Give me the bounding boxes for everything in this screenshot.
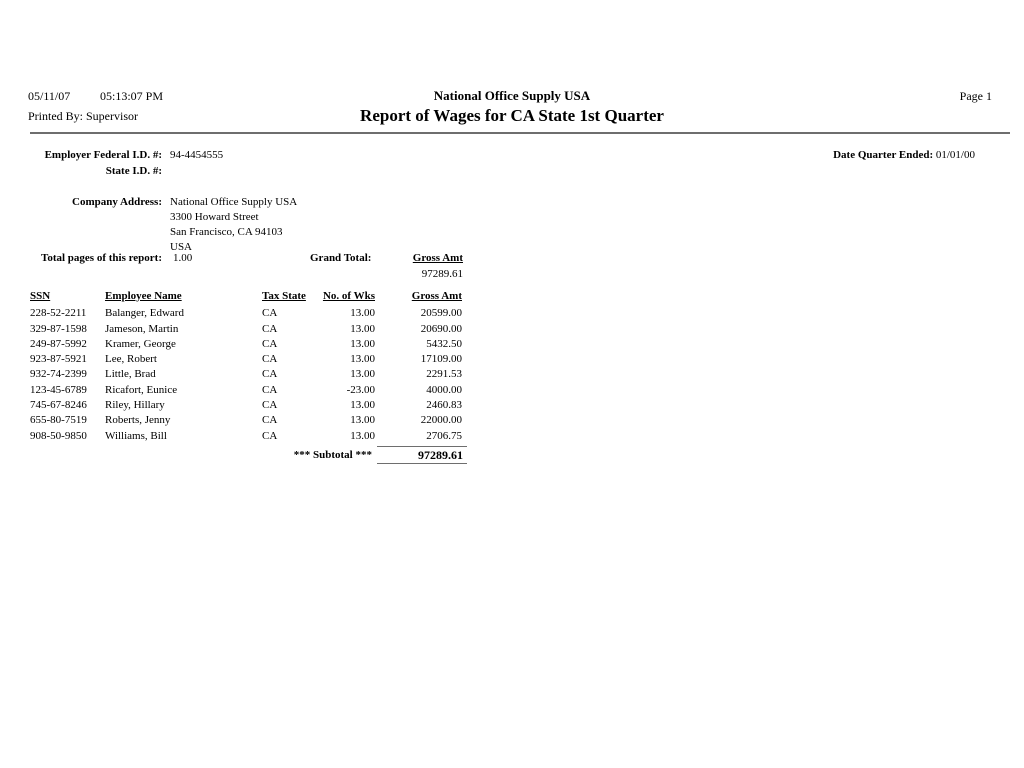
table-cell-employee-name: Ricafort, Eunice <box>105 383 178 396</box>
table-cell-tax-state: CA <box>262 383 278 396</box>
federal-id-value: 94-4454555 <box>170 149 224 161</box>
company-name: National Office Supply USA <box>433 88 591 103</box>
table-cell-gross-amt: 2706.75 <box>426 429 462 442</box>
table-cell-gross-amt: 20599.00 <box>420 307 462 320</box>
table-row <box>30 398 462 413</box>
table-cell-employee-name: Kramer, George <box>105 337 176 350</box>
subtotal-label: *** Subtotal *** <box>293 449 372 461</box>
grand-total-value: 97289.61 <box>421 268 463 280</box>
table-cell-no-of-wks: 13.00 <box>350 307 375 320</box>
table-cell-gross-amt: 22000.00 <box>420 414 462 427</box>
table-cell-no-of-wks: -23.00 <box>346 383 375 396</box>
table-cell-employee-name: Roberts, Jenny <box>105 414 171 427</box>
table-cell-no-of-wks: 13.00 <box>350 414 375 427</box>
table-row <box>30 429 462 444</box>
table-cell-tax-state: CA <box>262 353 278 366</box>
table-cell-ssn: 228-52-2211 <box>30 307 87 320</box>
table-cell-employee-name: Jameson, Martin <box>105 322 179 335</box>
total-pages-value: 1.00 <box>173 252 193 264</box>
table-header-row <box>30 289 462 304</box>
state-id-label: State I.D. #: <box>105 165 162 177</box>
table-cell-ssn: 745-67-8246 <box>30 399 87 412</box>
table-cell-employee-name: Balanger, Edward <box>105 307 184 320</box>
address-line: San Francisco, CA 94103 <box>170 226 283 238</box>
table-cell-employee-name: Williams, Bill <box>105 429 167 442</box>
subtotal-value: 97289.61 <box>418 448 463 462</box>
date-quarter-ended <box>700 149 975 161</box>
date-quarter-ended-label: Date Quarter Ended: <box>833 149 934 161</box>
print-date: 05/11/07 <box>28 89 71 103</box>
header-divider <box>30 132 1010 134</box>
column-header-gross-amt: Gross Amt <box>411 290 462 302</box>
column-header-employee-name: Employee Name <box>105 290 182 302</box>
table-row <box>30 413 462 428</box>
federal-id-label: Employer Federal I.D. #: <box>44 149 162 161</box>
address-line: 3300 Howard Street <box>170 211 259 223</box>
table-cell-tax-state: CA <box>262 322 278 335</box>
table-cell-gross-amt: 17109.00 <box>420 353 462 366</box>
table-row <box>30 322 462 337</box>
column-header-no-of-wks: No. of Wks <box>322 290 375 302</box>
company-address-label: Company Address: <box>72 196 162 208</box>
table-row <box>30 306 462 321</box>
table-cell-tax-state: CA <box>262 368 278 381</box>
grand-total-label: Grand Total: <box>310 252 372 264</box>
table-cell-gross-amt: 5432.50 <box>426 337 462 350</box>
table-cell-ssn: 932-74-2399 <box>30 368 87 381</box>
table-row <box>30 352 462 367</box>
table-cell-tax-state: CA <box>262 307 278 320</box>
table-cell-tax-state: CA <box>262 337 278 350</box>
table-cell-ssn: 123-45-6789 <box>30 383 87 396</box>
wage-table-body <box>30 306 462 444</box>
column-header-ssn: SSN <box>30 290 51 302</box>
table-cell-gross-amt: 20690.00 <box>420 322 462 335</box>
table-cell-ssn: 655-80-7519 <box>30 414 87 427</box>
column-header-tax-state: Tax State <box>262 290 306 302</box>
print-time: 05:13:07 PM <box>100 89 164 103</box>
table-row <box>30 367 462 382</box>
table-cell-ssn: 908-50-9850 <box>30 429 87 442</box>
table-cell-no-of-wks: 13.00 <box>350 399 375 412</box>
table-cell-gross-amt: 4000.00 <box>426 383 462 396</box>
subtotal-rule-bottom <box>377 463 467 464</box>
table-cell-employee-name: Riley, Hillary <box>105 399 165 412</box>
table-cell-no-of-wks: 13.00 <box>350 368 375 381</box>
table-cell-no-of-wks: 13.00 <box>350 353 375 366</box>
address-line: USA <box>170 241 193 253</box>
printed-by: Printed By: Supervisor <box>28 109 138 123</box>
table-row <box>30 337 462 352</box>
table-cell-ssn: 923-87-5921 <box>30 353 87 366</box>
table-cell-gross-amt: 2460.83 <box>426 399 462 412</box>
table-cell-tax-state: CA <box>262 399 278 412</box>
grand-total-column-header: Gross Amt <box>412 252 463 264</box>
address-line: National Office Supply USA <box>170 196 298 208</box>
subtotal-rule-top <box>377 446 467 447</box>
total-pages-label: Total pages of this report: <box>41 252 162 264</box>
report-title: Report of Wages for CA State 1st Quarter <box>360 106 664 125</box>
table-cell-no-of-wks: 13.00 <box>350 322 375 335</box>
table-cell-employee-name: Lee, Robert <box>105 353 157 366</box>
table-cell-no-of-wks: 13.00 <box>350 337 375 350</box>
table-cell-ssn: 329-87-1598 <box>30 322 87 335</box>
wage-table <box>30 289 462 444</box>
table-cell-ssn: 249-87-5992 <box>30 337 87 350</box>
table-cell-tax-state: CA <box>262 414 278 427</box>
table-cell-gross-amt: 2291.53 <box>426 368 462 381</box>
table-cell-no-of-wks: 13.00 <box>350 429 375 442</box>
table-cell-employee-name: Little, Brad <box>105 368 156 381</box>
date-quarter-ended-value: 01/01/00 <box>935 149 975 161</box>
table-cell-tax-state: CA <box>262 429 278 442</box>
page-number: Page 1 <box>959 89 992 103</box>
table-row <box>30 383 462 398</box>
